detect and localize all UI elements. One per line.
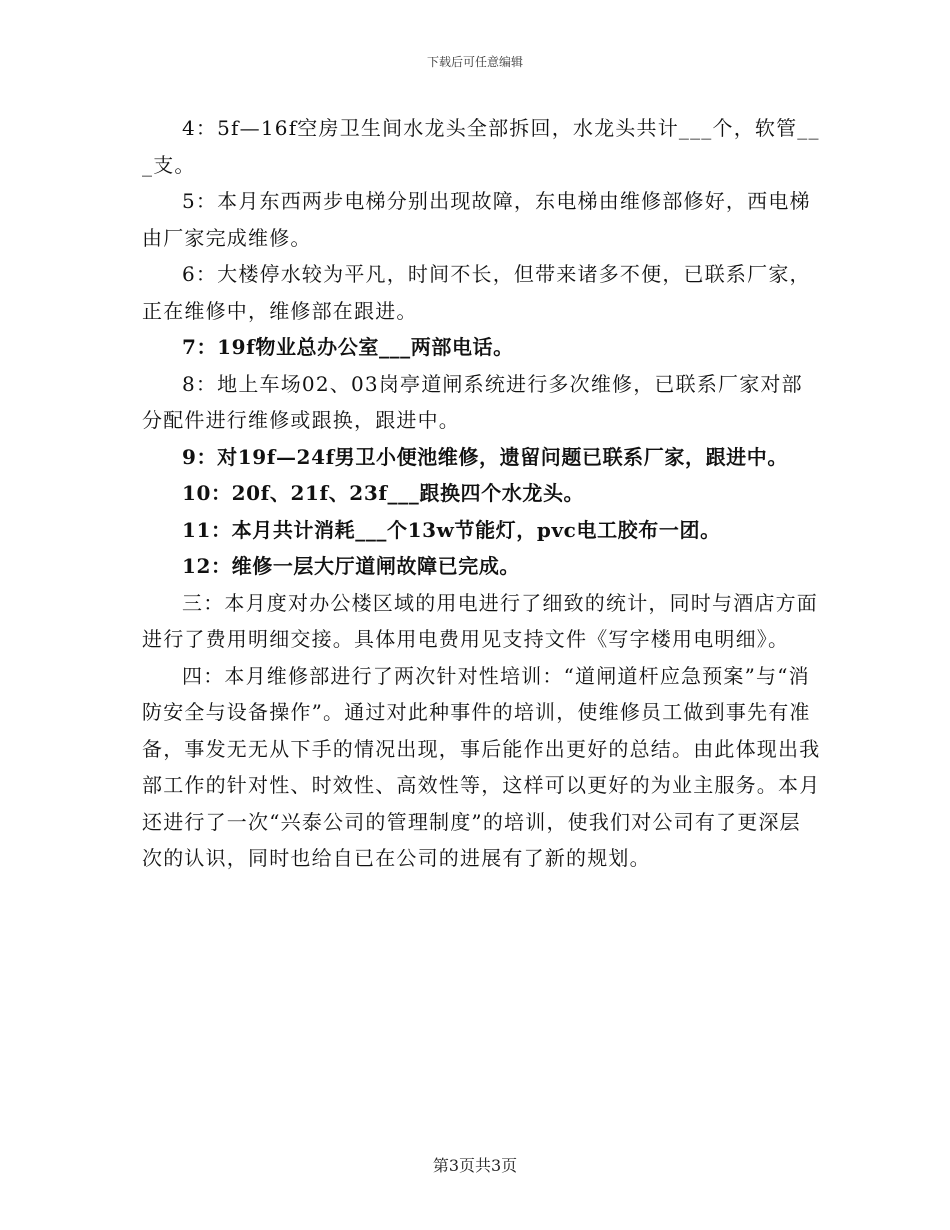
paragraph-item-5: 5：本月东西两步电梯分别出现故障，东电梯由维修部修好，西电梯由厂家完成维修。 [142,189,811,250]
document-body [142,110,822,877]
paragraph-item-9: 9：对19f—24f男卫小便池维修，遗留问题已联系厂家，跟进中。 [182,444,788,469]
paragraph-item-11: 11：本月共计消耗___个13w节能灯，pvc电工胶布一团。 [182,517,721,542]
paragraph-item-4: 4：5f—16f空房卫生间水龙头全部拆回，水龙头共计___个，软管___支。 [142,116,820,177]
page-header: 下载后可任意编辑 [426,55,523,69]
paragraph-item-10: 10：20f、21f、23f___跟换四个水龙头。 [182,481,585,505]
paragraph-section-3: 三：本月度对办公楼区域的用电进行了细致的统计，同时与酒店方面进行了费用明细交接。具体用电费用见支持文件《写字楼用电明细》。 [142,590,818,651]
paragraph-section-4: 四：本月维修部进行了两次针对性培训：“道闸道杆应急预案”与“消防安全与设备操作”。通过对此种事件的培训，使维修员工做到事先有准备，事发无无从下手的情况出现，事后能作出更好的总结。由此体现出我部工作的针对性、时效性、高效性等，这样可以更好的为业主服务。本月还进行了一次“兴泰公司的管理制度”的培训，使我们对公司有了更深层次的认识，同时也给自已在公司的进展有了新的规划。 [142,663,821,870]
paragraph-item-12: 12：维修一层大厅道闸故障已完成。 [182,554,521,578]
page-footer: 第3页共3页 [432,1156,518,1175]
paragraph-item-7: 7：19f物业总办公室___两部电话。 [182,335,514,359]
paragraph-item-6: 6：大楼停水较为平凡，时间不长，但带来诸多不便，已联系厂家，正在维修中，维修部在跟进。 [142,262,811,323]
paragraph-item-8: 8：地上车场02、03岗亭道闸系统进行多次维修，已联系厂家对部分配件进行维修或跟换，跟进中。 [142,371,803,432]
